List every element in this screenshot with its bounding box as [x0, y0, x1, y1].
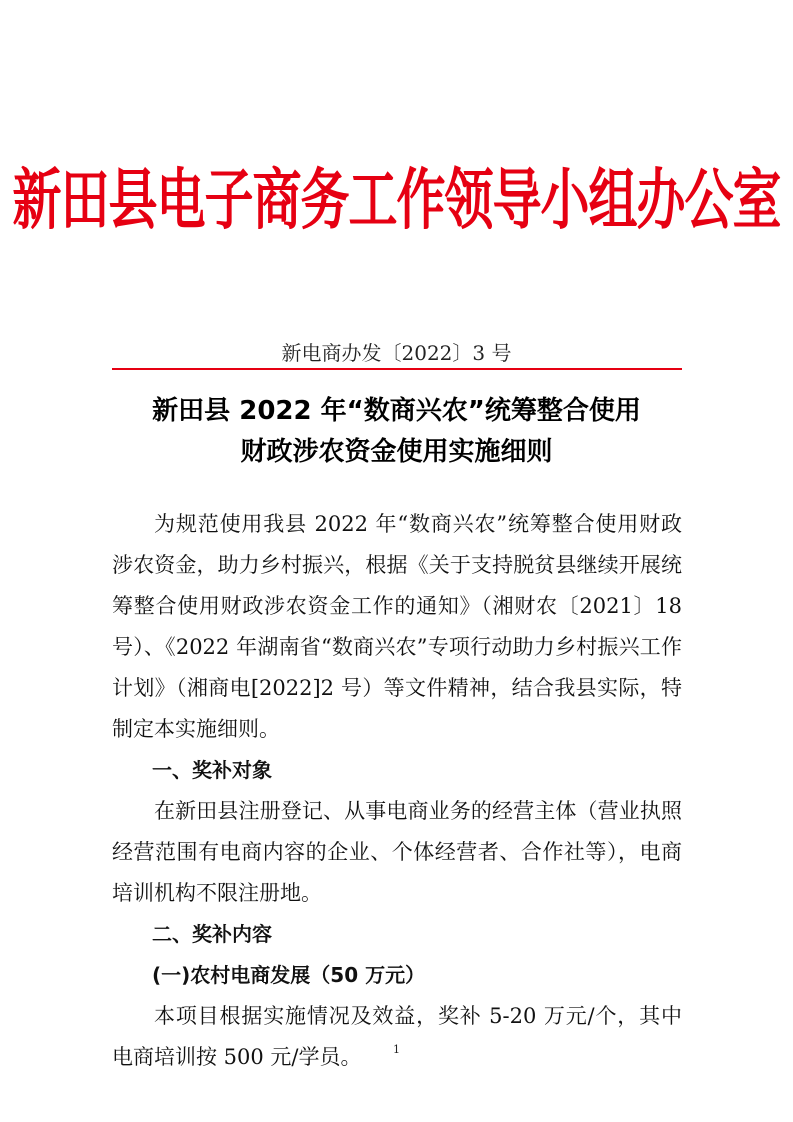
subsection-1-paragraph: 本项目根据实施情况及效益，奖补 5-20 万元/个，其中电商培训按 500 元/学员。 [112, 1004, 682, 1069]
intro-paragraph: 为规范使用我县 2022 年“数商兴农”统筹整合使用财政涉农资金，助力乡村振兴，根据《关于支持脱贫县继续开展统筹整合使用财政涉农资金工作的通知》（湘财农〔2021〕18 号）、《2022 年湖南省“数商兴农”专项行动助力乡村振兴工作计划》（湘商电[2022]2 号）等文件精神，结合我县实际，特制定本实施细则。 [112, 512, 682, 741]
subsection-1-heading: (一)农村电商发展（50 万元） [152, 963, 426, 987]
red-divider-line [112, 368, 682, 370]
document-body [112, 504, 682, 1078]
section-2-heading: 二、奖补内容 [152, 922, 272, 946]
document-title-line-2: 财政涉农资金使用实施细则 [240, 437, 553, 467]
document-title-line-1: 新田县 2022 年“数商兴农”统筹整合使用 [152, 396, 641, 426]
page-number: 1 [393, 1043, 400, 1056]
section-1-heading: 一、奖补对象 [152, 758, 272, 782]
section-1-paragraph: 在新田县注册登记、从事电商业务的经营主体（营业执照经营范围有电商内容的企业、个体经营者、合作社等），电商培训机构不限注册地。 [112, 799, 682, 905]
document-number: 新电商办发〔2022〕3 号 [281, 341, 512, 365]
issuing-office-header: 新田县电子商务工作领导小组办公室 [12, 161, 781, 239]
